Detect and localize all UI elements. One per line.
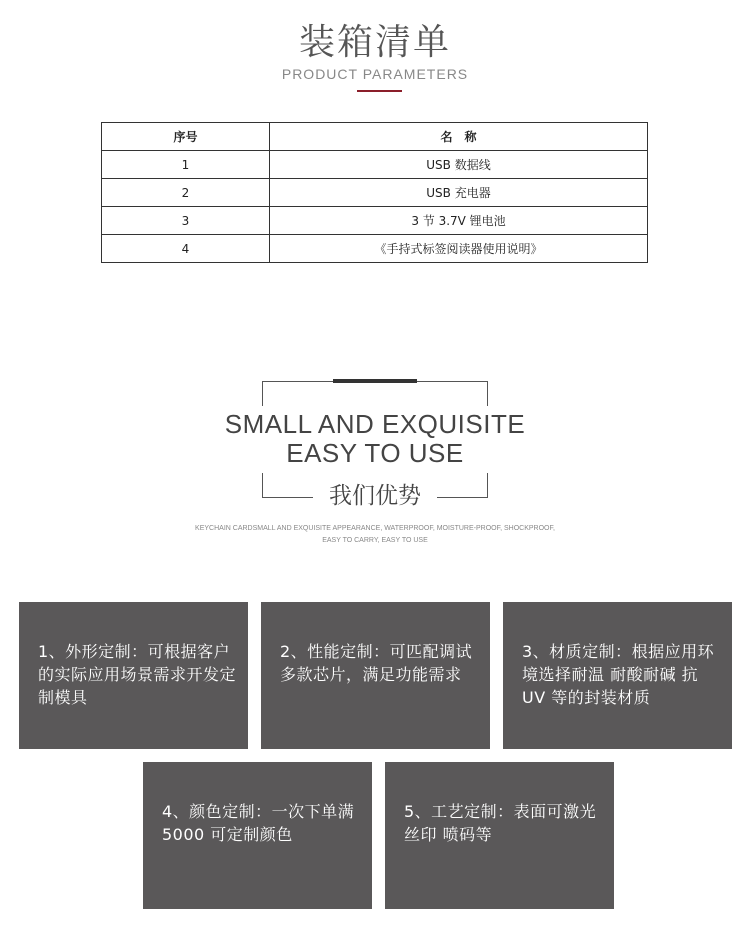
packing-list-table [101,122,648,263]
heading-en-line1: SMALL AND EXQUISITE [224,409,526,439]
advantage-card-craft: 5、工艺定制：表面可激光 丝印 喷码等 [385,762,614,909]
row-index: 1 [102,151,270,179]
row-index: 2 [102,179,270,207]
packing-title-cn: 装箱清单 [298,22,451,63]
table-row [102,207,648,235]
header-index: 序号 [102,123,270,151]
description-line1: KEYCHAIN CARDSMALL AND EXQUISITE APPEARANCE, WATERPROOF, MOISTURE-PROOF, SHOCKPROOF, [195,525,555,532]
row-index: 4 [102,235,270,263]
row-item: USB 数据线 [270,151,648,179]
advantage-card-material: 3、材质定制：根据应用环境选择耐温 耐酸耐碱 抗UV 等的封装材质 [503,602,732,749]
row-item: USB 充电器 [270,179,648,207]
table-row [102,179,648,207]
row-item: 3 节 3.7V 锂电池 [270,207,648,235]
advantages-heading-en [0,410,750,468]
advantage-card-color: 4、颜色定制：一次下单满 5000 可定制颜色 [143,762,372,909]
title-accent-bar [357,90,402,92]
header-name: 名 称 [270,123,648,151]
table-header-row [102,123,648,151]
advantages-frame-accent [333,379,417,383]
advantages-title-cn: 我们优势 [313,480,437,512]
advantages-frame-top [262,381,488,406]
packing-title-en: PRODUCT PARAMETERS [281,66,469,82]
row-item: 《手持式标签阅读器使用说明》 [270,235,648,263]
row-index: 3 [102,207,270,235]
table-row [102,235,648,263]
advantage-card-performance: 2、性能定制：可匹配调试多款芯片，满足功能需求 [261,602,490,749]
advantages-description [175,523,575,547]
advantage-card-appearance: 1、外形定制：可根据客户的实际应用场景需求开发定制模具 [19,602,248,749]
heading-en-line2: EASY TO USE [286,438,464,468]
description-line2: EASY TO CARRY, EASY TO USE [322,537,428,544]
table-row [102,151,648,179]
